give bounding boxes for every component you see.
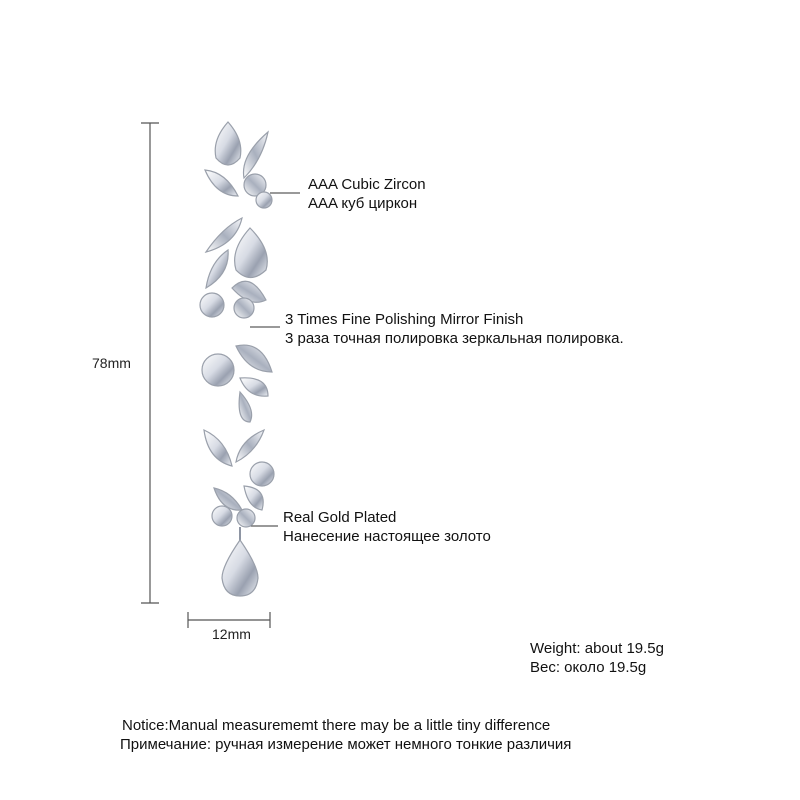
- callout-zircon: [308, 175, 426, 213]
- weight-info: [530, 639, 664, 677]
- height-dimension-line: [141, 123, 159, 603]
- height-label: 78mm: [92, 355, 131, 371]
- callout-zircon-en: AAA Cubic Zircon: [308, 176, 426, 193]
- notice-en: Notice:Manual measurememt there may be a little tiny difference: [122, 717, 551, 734]
- callout-polishing-ru: 3 раза точная полировка зеркальная полировка.: [285, 330, 624, 347]
- callout-gold: [283, 508, 491, 546]
- earring-jewels: [200, 122, 274, 596]
- callout-zircon-ru: AAA куб циркон: [308, 195, 418, 212]
- weight-ru: Вес: около 19.5g: [530, 659, 647, 676]
- callout-polishing: [285, 310, 624, 348]
- callout-gold-en: Real Gold Plated: [283, 509, 397, 526]
- callout-polishing-en: 3 Times Fine Polishing Mirror Finish: [285, 311, 524, 328]
- width-label: 12mm: [212, 626, 251, 642]
- notice-ru: Примечание: ручная измерение может немного тонкие различия: [120, 736, 572, 753]
- weight-en: Weight: about 19.5g: [530, 640, 664, 657]
- callout-gold-ru: Нанесение настоящее золото: [283, 528, 491, 545]
- notice: [120, 716, 571, 754]
